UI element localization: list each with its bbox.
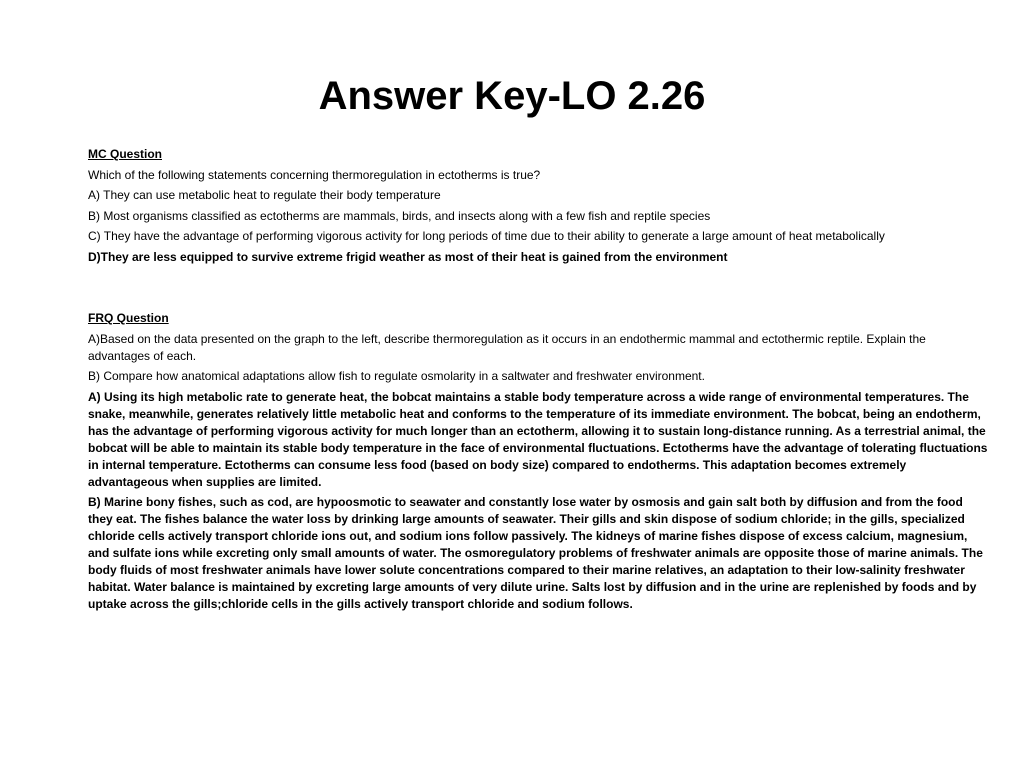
mc-option-b: B) Most organisms classified as ectotherms are mammals, birds, and insects along with a few fish and reptile species — [88, 208, 711, 223]
frq-question-b: B) Compare how anatomical adaptations allow fish to regulate osmolarity in a saltwater and freshwater environment. — [88, 369, 705, 383]
mc-option-a: A) They can use metabolic heat to regulate their body temperature — [88, 188, 441, 202]
frq-heading: FRQ Question — [88, 311, 169, 325]
mc-option-c: C) They have the advantage of performing vigorous activity for long periods of time due to their ability to generate a large amount of heat metabolically — [88, 229, 885, 243]
page-title: Answer Key-LO 2.26 — [318, 74, 706, 118]
frq-question-a: A)Based on the data presented on the graph to the left, describe thermoregulation as it occurs in an endothermic mammal and ectothermic reptile. Explain the advantages of each. — [88, 331, 926, 363]
mc-question: Which of the following statements concerning thermoregulation in ectotherms is true? — [88, 167, 541, 182]
mc-heading: MC Question — [88, 147, 162, 161]
frq-answer-a: A) Using its high metabolic rate to generate heat, the bobcat maintains a stable body temperature across a wide range of environmental temperatures. The snake, meanwhile, generates relatively little metabolic heat and conforms to the temperature of its immediate environment. The bobcat, being an endotherm, has the advantage of performing vigorous activity for much longer than an ectotherm, allowing it to sustain long-distance running. As a terrestrial animal, the bobcat will be able to maintain its stable body temperature in the face of environmental fluctuations. Ectotherms have the advantage of tolerating fluctuations in internal temperature. Ectotherms can consume less food (based on body size) compared to endotherms. This adaptation becomes extremely advantageous when supplies are limited. — [88, 389, 988, 489]
mc-option-d-correct-answer: D)They are less equipped to survive extreme frigid weather as most of their heat is gained from the environment — [88, 249, 728, 264]
section-spacer — [88, 269, 990, 310]
slide-content — [88, 146, 990, 617]
frq-answer-b: B) Marine bony fishes, such as cod, are hypoosmotic to seawater and constantly lose water by osmosis and gain salt both by diffusion and from the food they eat. The fishes balance the water loss by drinking large amounts of seawater. Their gills and skin dispose of sodium chloride; in the gills, specialized chloride cells actively transport chloride ions out, and sodium ions follow passively. The kidneys of marine fishes dispose of excess calcium, magnesium, and sulfate ions while excreting only small amounts of water. The osmoregulatory problems of freshwater animals are opposite those of marine animals. The body fluids of most freshwater animals have lower solute concentrations compared to their marine relatives, an adaptation to their low-salinity freshwater habitat. Water balance is maintained by excreting large amounts of very dilute urine. Salts lost by diffusion and in the urine are replenished by foods and by uptake across the gills;chloride cells in the gills actively transport chloride and sodium follows. — [88, 495, 983, 611]
